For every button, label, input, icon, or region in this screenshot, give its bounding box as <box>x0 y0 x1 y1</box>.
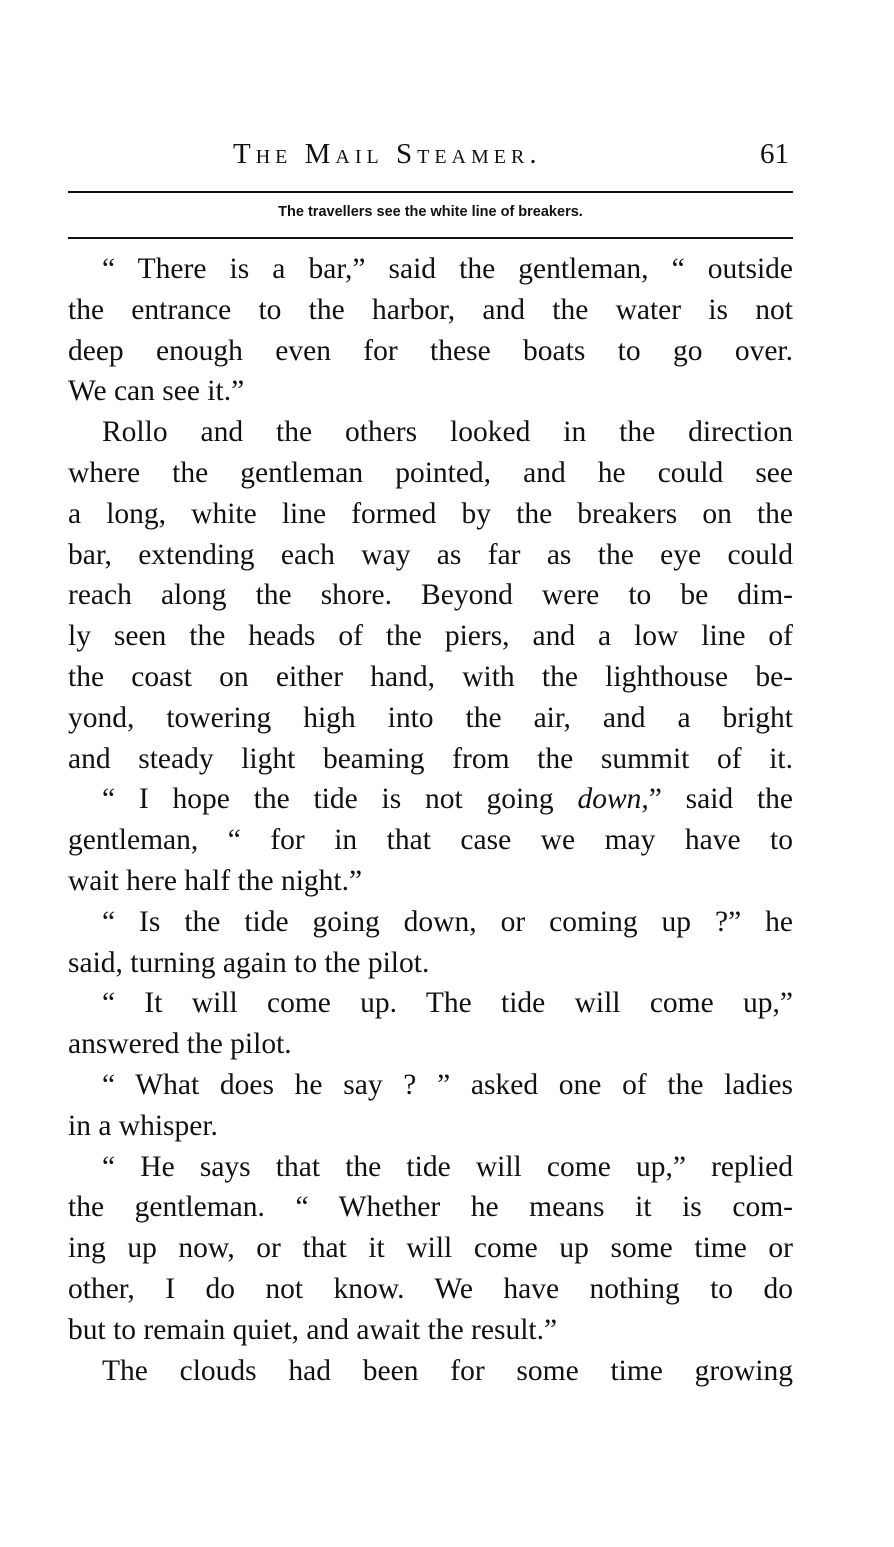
text-line: wait here half the night.” <box>68 864 363 897</box>
italic-word: down, <box>577 783 649 816</box>
text-line <box>68 779 793 820</box>
text-line: “ There is a bar,” said the gentleman, “ outside <box>102 253 793 285</box>
text-line: deep enough even for these boats to go over. <box>68 334 793 367</box>
text-line: We can see it.” <box>68 375 245 408</box>
text-line: the coast on either hand, with the lighthouse be- <box>68 660 793 693</box>
text-line: “ What does he say ? ” asked one of the ladies <box>102 1068 793 1101</box>
text-line: “ It will come up. The tide will come up,” <box>102 987 793 1020</box>
text-line: the gentleman. “ Whether he means it is com- <box>68 1191 793 1224</box>
header-rule-top <box>68 191 793 193</box>
header-rule-bottom <box>68 237 793 239</box>
text-line: yond, towering high into the air, and a bright <box>68 701 793 734</box>
text-line: bar, extending each way as far as the eye could <box>68 538 793 571</box>
text-line: answered the pilot. <box>68 1028 292 1061</box>
text-line: gentleman, “ for in that case we may have to <box>68 824 793 857</box>
text-line: “ Is the tide going down, or coming up ?” he <box>102 905 793 938</box>
chapter-caption: The travellers see the white line of breakers. <box>278 204 583 220</box>
text-line: in a whisper. <box>68 1109 218 1142</box>
text-line: and steady light beaming from the summit of it. <box>68 742 793 775</box>
page-number: 61 <box>760 138 789 170</box>
text-line: where the gentleman pointed, and he could see <box>68 456 793 489</box>
text-segment: “ I hope the tide is not going <box>102 783 578 816</box>
text-line: ly seen the heads of the piers, and a low line of <box>68 620 793 653</box>
text-line: ing up now, or that it will come up some time or <box>68 1232 793 1265</box>
text-line: the entrance to the harbor, and the water is not <box>68 293 793 326</box>
text-line: said, turning again to the pilot. <box>68 946 430 979</box>
text-segment: ” said the <box>648 783 794 816</box>
text-line: reach along the shore. Beyond were to be dim- <box>68 579 793 612</box>
running-head <box>68 138 793 174</box>
text-line: other, I do not know. We have nothing to do <box>68 1272 793 1305</box>
text-line: “ He says that the tide will come up,” replied <box>102 1150 793 1183</box>
text-line: Rollo and the others looked in the direction <box>102 416 793 449</box>
text-line: The clouds had been for some time growing <box>102 1354 793 1387</box>
text-line: but to remain quiet, and await the result.” <box>68 1313 558 1346</box>
text-line: a long, white line formed by the breakers on the <box>68 497 793 530</box>
running-title: The Mail Steamer. <box>233 138 542 170</box>
body-text <box>68 249 793 1391</box>
book-page <box>68 0 793 1547</box>
